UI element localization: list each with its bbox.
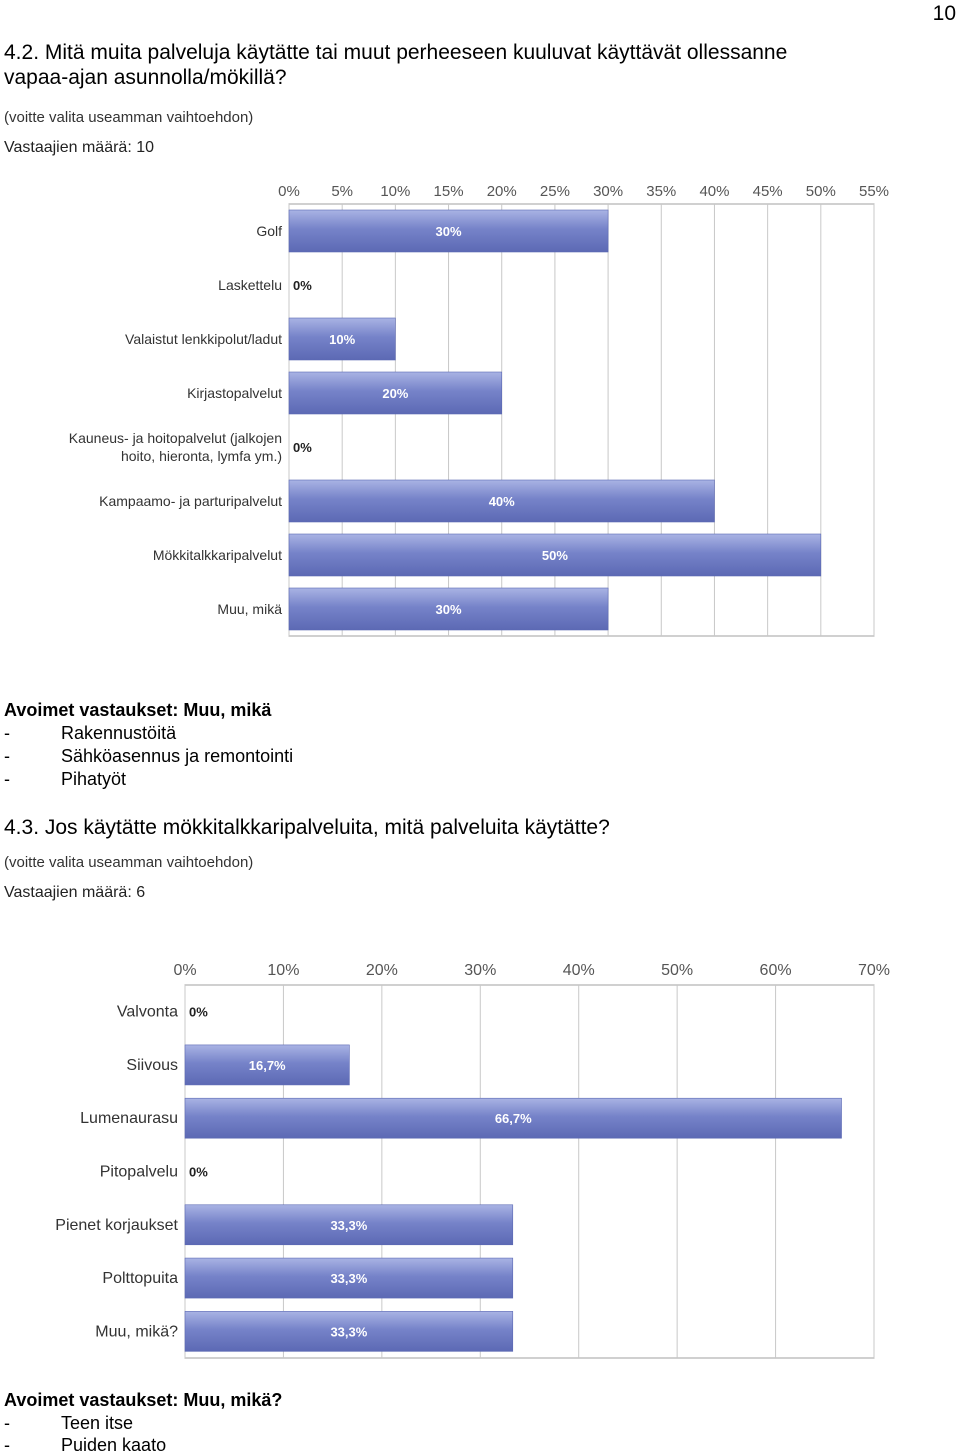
- data-label: 16,7%: [248, 1057, 286, 1073]
- data-label: 20%: [382, 386, 409, 401]
- list-dash: -: [4, 1413, 10, 1433]
- data-label: 0%: [189, 1004, 208, 1020]
- data-label: 50%: [541, 548, 568, 563]
- open-answer: [4, 1412, 133, 1434]
- category-label: Pitopalvelu: [99, 1163, 178, 1181]
- question-4-3-respondents: Vastaajien määrä: 6: [4, 884, 146, 901]
- data-label: 33,3%: [330, 1324, 368, 1340]
- tick-label: 70%: [857, 962, 891, 979]
- tick-label: 10%: [380, 183, 411, 200]
- open-answer: [4, 722, 176, 744]
- question-4-2-heading-line-1: 4.2. Mitä muita palveluja käytätte tai muut perheeseen kuuluvat käyttävät ollessanne: [4, 41, 788, 64]
- open-answer-text: Rakennustöitä: [61, 723, 177, 743]
- page-number: 10: [932, 2, 956, 25]
- list-dash: -: [4, 1435, 10, 1455]
- data-label: 40%: [488, 494, 515, 509]
- question-4-2-hint: (voitte valita useamman vaihtoehdon): [4, 109, 254, 126]
- question-4-3-heading: 4.3. Jos käytätte mökkitalkkaripalveluita, mitä palveluita käytätte?: [4, 816, 610, 839]
- chart-caretaker-services: [0, 950, 960, 1365]
- tick-label: 15%: [433, 183, 464, 200]
- list-dash: -: [4, 769, 10, 789]
- data-label: 0%: [189, 1164, 208, 1180]
- open-answer-text: Pihatyöt: [61, 769, 127, 789]
- open-answer-text: Puiden kaato: [61, 1435, 167, 1455]
- category-label: Muu, mikä: [217, 601, 282, 617]
- category-label: Kauneus- ja hoitopalvelut (jalkojen: [68, 430, 282, 446]
- tick-label: 50%: [661, 962, 694, 979]
- tick-label: 5%: [331, 183, 354, 200]
- question-4-2-respondents: Vastaajien määrä: 10: [4, 139, 155, 156]
- tick-label: 20%: [486, 183, 517, 200]
- question-4-3-open-answers-title: Avoimet vastaukset: Muu, mikä?: [4, 1390, 283, 1410]
- tick-label: 0%: [173, 962, 197, 979]
- list-dash: -: [4, 746, 10, 766]
- data-label: 30%: [435, 224, 462, 239]
- category-label: Polttopuita: [102, 1270, 178, 1288]
- category-label: Kirjastopalvelut: [187, 385, 282, 401]
- data-label: 33,3%: [330, 1217, 368, 1233]
- tick-label: 35%: [646, 183, 677, 200]
- open-answer-text: Sähköasennus ja remontointi: [61, 746, 294, 766]
- data-label: 30%: [435, 602, 462, 617]
- tick-label: 0%: [278, 183, 300, 200]
- tick-label: 30%: [464, 962, 497, 979]
- category-label: Muu, mikä?: [95, 1323, 178, 1341]
- tick-label: 30%: [593, 183, 624, 200]
- data-label: 10%: [329, 332, 356, 347]
- tick-label: 45%: [752, 183, 783, 200]
- tick-label: 25%: [539, 183, 570, 200]
- category-label: Laskettelu: [218, 277, 282, 293]
- data-label: 33,3%: [330, 1271, 368, 1287]
- tick-label: 40%: [699, 183, 730, 200]
- tick-label: 10%: [267, 962, 300, 979]
- category-label: Pienet korjaukset: [55, 1216, 178, 1234]
- tick-label: 20%: [365, 962, 398, 979]
- question-4-2-heading-line-2: vapaa-ajan asunnolla/mökillä?: [4, 66, 287, 89]
- question-4-3-hint: (voitte valita useamman vaihtoehdon): [4, 854, 254, 871]
- category-label: Mökkitalkkaripalvelut: [152, 547, 282, 563]
- category-label: Golf: [256, 223, 282, 239]
- plot-area: [185, 985, 874, 1358]
- category-label: Kampaamo- ja parturipalvelut: [99, 493, 282, 509]
- tick-label: 60%: [759, 962, 792, 979]
- tick-label: 55%: [858, 183, 890, 200]
- open-answer-text: Teen itse: [61, 1413, 134, 1433]
- category-label: hoito, hieronta, lymfa ym.): [120, 448, 282, 464]
- category-label: Siivous: [126, 1056, 178, 1074]
- category-label: Valaistut lenkkipolut/ladut: [125, 331, 282, 347]
- category-label: Lumenaurasu: [80, 1110, 178, 1128]
- open-answer: [4, 768, 126, 790]
- data-label: 0%: [293, 440, 312, 455]
- list-dash: -: [4, 723, 10, 743]
- tick-label: 40%: [562, 962, 595, 979]
- data-label: 0%: [293, 278, 312, 293]
- chart-other-services: [0, 170, 960, 650]
- open-answer: [4, 745, 293, 767]
- tick-label: 50%: [805, 183, 836, 200]
- open-answer: [4, 1434, 166, 1456]
- data-label: 66,7%: [494, 1111, 532, 1127]
- category-label: Valvonta: [116, 1003, 178, 1021]
- question-4-2-open-answers-title: Avoimet vastaukset: Muu, mikä: [4, 700, 272, 720]
